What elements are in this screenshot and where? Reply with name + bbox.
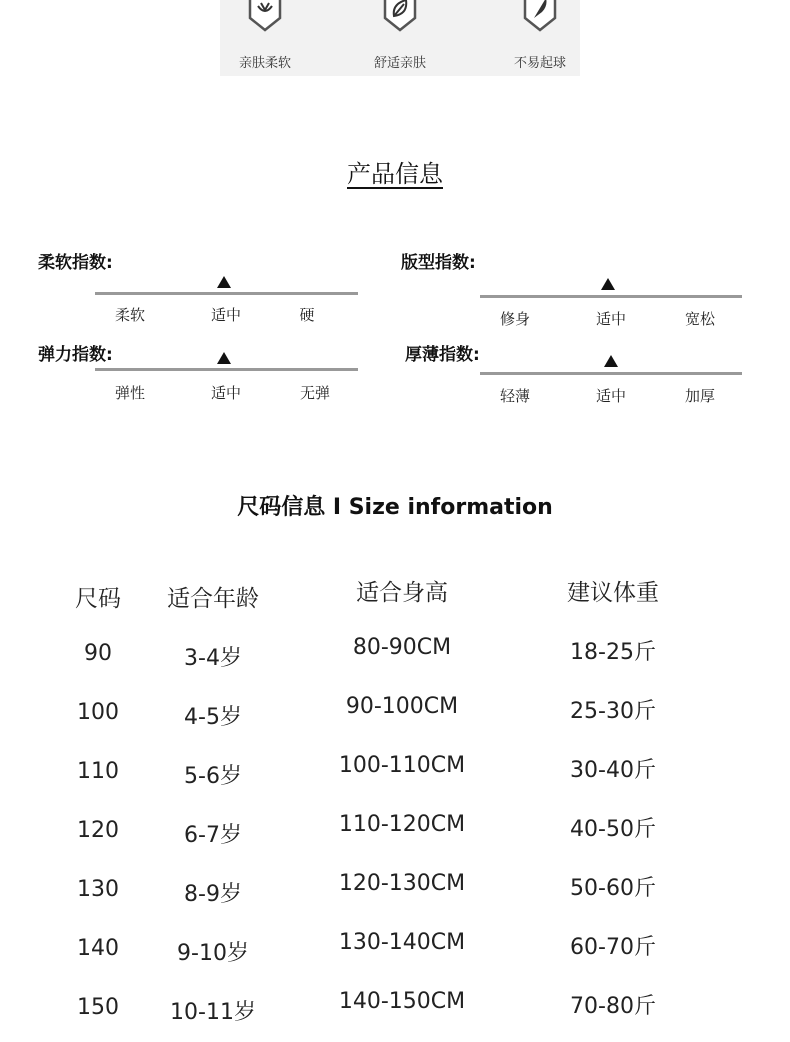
thickness-scale-label: 适中 xyxy=(595,387,626,405)
feature-label: 舒适亲肤 xyxy=(373,56,426,71)
feature-comfort xyxy=(355,0,445,76)
age-cell: 9-10岁 xyxy=(177,941,249,966)
thickness-scale-label: 轻薄 xyxy=(499,387,530,405)
elasticity-scale-label: 无弹 xyxy=(299,384,330,402)
elasticity-scale-bar xyxy=(95,368,358,371)
feature-label: 不易起球 xyxy=(513,56,566,71)
age-cell: 10-11岁 xyxy=(170,1000,256,1025)
softness-index-label: 柔软指数: xyxy=(38,253,113,273)
softness-scale-label: 硬 xyxy=(299,306,315,324)
age-cell: 4-5岁 xyxy=(184,705,242,730)
height-cell: 140-150CM xyxy=(338,989,466,1014)
size-cell: 110 xyxy=(77,759,119,784)
softness-scale-label: 柔软 xyxy=(114,306,145,324)
elasticity-scale-label: 适中 xyxy=(210,384,241,402)
age-cell: 3-4岁 xyxy=(184,646,242,671)
product-info-title xyxy=(0,154,790,189)
size-info-title: 尺码信息 I Size information xyxy=(237,495,553,520)
age-cell: 6-7岁 xyxy=(184,823,242,848)
weight-cell: 25-30斤 xyxy=(570,699,656,724)
fit-index-label: 版型指数: xyxy=(401,253,476,273)
weight-cell: 50-60斤 xyxy=(570,876,656,901)
height-cell: 110-120CM xyxy=(338,812,466,837)
softness-marker-icon xyxy=(217,276,231,288)
fit-scale-label: 适中 xyxy=(595,310,626,328)
thickness-marker-icon xyxy=(604,355,618,367)
fit-marker-icon xyxy=(601,278,615,290)
size-header-weight: 建议体重 xyxy=(567,580,659,606)
elasticity-scale-label: 弹性 xyxy=(114,384,145,402)
weight-cell: 60-70斤 xyxy=(570,935,656,960)
height-cell: 80-90CM xyxy=(352,635,452,660)
thickness-scale-label: 加厚 xyxy=(684,387,715,405)
size-cell: 100 xyxy=(77,700,119,725)
thickness-scale-bar xyxy=(480,372,742,375)
size-header-height: 适合身高 xyxy=(356,580,448,606)
elasticity-marker-icon xyxy=(217,352,231,364)
height-cell: 120-130CM xyxy=(338,871,466,896)
dandelion-icon xyxy=(247,0,283,34)
fit-scale-label: 修身 xyxy=(499,310,530,328)
feature-pilling xyxy=(495,0,585,76)
size-cell: 150 xyxy=(77,995,119,1020)
weight-cell: 18-25斤 xyxy=(570,640,656,665)
size-cell: 140 xyxy=(77,936,119,961)
height-cell: 130-140CM xyxy=(338,930,466,955)
product-info-title-text: 产品信息 xyxy=(347,160,443,188)
size-cell: 130 xyxy=(77,877,119,902)
height-cell: 100-110CM xyxy=(338,753,466,778)
softness-scale-bar xyxy=(95,292,358,295)
weight-cell: 30-40斤 xyxy=(570,758,656,783)
size-cell: 90 xyxy=(84,641,112,666)
feather-icon xyxy=(522,0,558,34)
height-cell: 90-100CM xyxy=(345,694,459,719)
feature-label: 亲肤柔软 xyxy=(238,56,291,71)
thickness-index-label: 厚薄指数: xyxy=(405,345,480,365)
softness-scale-label: 适中 xyxy=(210,306,241,324)
size-cell: 120 xyxy=(77,818,119,843)
size-header-size: 尺码 xyxy=(75,586,121,612)
size-header-age: 适合年龄 xyxy=(167,586,259,612)
weight-cell: 40-50斤 xyxy=(570,817,656,842)
age-cell: 8-9岁 xyxy=(184,882,242,907)
leaf-icon xyxy=(382,0,418,34)
feature-soft xyxy=(220,0,310,76)
feature-strip xyxy=(220,0,580,76)
age-cell: 5-6岁 xyxy=(184,764,242,789)
fit-scale-bar xyxy=(480,295,742,298)
fit-scale-label: 宽松 xyxy=(684,310,715,328)
elasticity-index-label: 弹力指数: xyxy=(38,345,113,365)
weight-cell: 70-80斤 xyxy=(570,994,656,1019)
